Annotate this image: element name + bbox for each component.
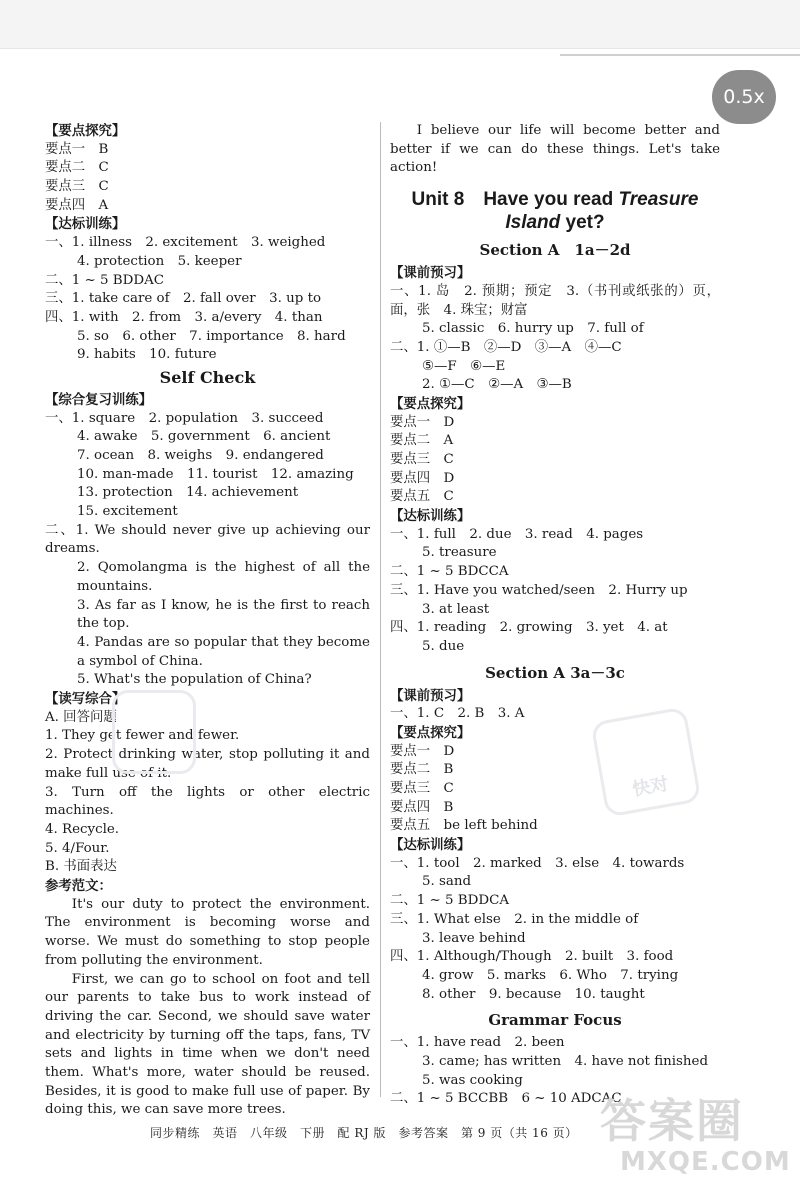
answer-line: 要点二 B xyxy=(390,762,454,778)
page-footer: 同步精练 英语 八年级 下册 配 RJ 版 参考答案 第 9 页（共 16 页） xyxy=(150,1126,578,1140)
subsection-label: B. 书面表达 xyxy=(45,859,117,875)
section-heading: 【课前预习】 xyxy=(390,265,471,282)
right-column xyxy=(390,122,720,1109)
answer-line: 二、1 ~ 5 BDCCA xyxy=(390,564,509,580)
answer-sentence: 3. As far as I know, he is the first to reach the top. xyxy=(77,597,370,632)
essay-paragraph: It's our duty to protect the environment. The environment is becoming worse and worse. We must do something to stop people from polluting the environment. xyxy=(45,896,370,968)
left-column xyxy=(45,122,370,1120)
section-title: Section A 3a－3c xyxy=(485,663,625,682)
answer-line: 二、1 ~ 5 BDDAC xyxy=(45,272,165,288)
answer-line: 5. was cooking xyxy=(422,1072,523,1088)
answer-line: 二、1 ~ 5 BDDCA xyxy=(390,893,510,909)
answer-sentence: 4. Recycle. xyxy=(45,821,120,837)
answer-line: 要点二 C xyxy=(45,160,109,176)
answer-line: 要点三 C xyxy=(390,781,454,797)
answer-line: 四、1. reading 2. growing 3. yet 4. at xyxy=(390,620,668,636)
section-heading: 【达标训练】 xyxy=(390,508,471,525)
answer-line: 13. protection 14. achievement xyxy=(77,485,299,501)
answer-line: 要点一 B xyxy=(45,141,109,157)
answer-sentence: 二、1. We should never give up achieving our dreams. xyxy=(45,522,370,557)
unit-title-italic: Treasure xyxy=(618,189,699,211)
answer-line: 2. ①—C ②—A ③—B xyxy=(422,377,572,393)
essay-paragraph: I believe our life will become better and better if we can do these things. Let's take action! xyxy=(390,123,720,176)
section-heading: 【达标训练】 xyxy=(390,837,471,854)
answer-line: 一、1. square 2. population 3. succeed xyxy=(45,410,324,426)
unit-title xyxy=(390,188,720,234)
answer-line: 5. classic 6. hurry up 7. full of xyxy=(422,321,644,337)
essay-heading: 参考范文： xyxy=(45,878,112,895)
answer-line: 3. at least xyxy=(422,601,490,617)
answer-line: 三、1. take care of 2. fall over 3. up to xyxy=(45,291,322,307)
answer-line: 5. treasure xyxy=(422,545,497,561)
watermark-brand xyxy=(600,1085,791,1177)
section-heading: 【要点探究】 xyxy=(390,395,471,412)
answer-line: 一、1. have read 2. been xyxy=(390,1035,565,1051)
answer-line: 一、1. full 2. due 3. read 4. pages xyxy=(390,526,644,542)
answer-line: 要点一 D xyxy=(390,743,455,759)
answer-line: 要点五 be left behind xyxy=(390,818,538,834)
subsection-label: A. 回答问题 xyxy=(45,709,117,725)
unit-title-text: yet? xyxy=(560,212,605,234)
answer-line: 3. leave behind xyxy=(422,930,526,946)
answer-line: 三、1. What else 2. in the middle of xyxy=(390,911,639,927)
answer-line: 一、1. tool 2. marked 3. else 4. towards xyxy=(390,855,685,871)
answer-line: 4. protection 5. keeper xyxy=(77,253,242,269)
answer-line: 要点三 C xyxy=(390,452,454,468)
answer-line: 一、1. illness 2. excitement 3. weighed xyxy=(45,235,326,251)
self-check-title: Self Check xyxy=(159,367,256,387)
answer-line: 要点一 D xyxy=(390,414,455,430)
answer-line: 4. awake 5. government 6. ancient xyxy=(77,429,331,445)
section-heading: 【读写综合】 xyxy=(45,691,126,708)
watermark-brand-en: MXQE.COM xyxy=(620,1147,791,1177)
answer-line: 四、1. Although/Though 2. built 3. food xyxy=(390,949,674,965)
column-divider xyxy=(380,122,381,1097)
section-heading: 【要点探究】 xyxy=(45,123,126,139)
answer-line: 要点二 A xyxy=(390,433,454,449)
watermark-stamp: 快对 xyxy=(590,706,701,817)
answer-line: 8. other 9. because 10. taught xyxy=(422,986,645,1002)
answer-sentence: 3. Turn off the lights or other electric machines. xyxy=(45,784,370,819)
top-bar xyxy=(0,0,800,49)
playback-speed-button[interactable]: 0.5x xyxy=(712,70,776,124)
answer-sentence: 2. Qomolangma is the highest of all the mountains. xyxy=(77,560,370,594)
answer-line: 四、1. with 2. from 3. a/every 4. than xyxy=(45,309,323,325)
answer-line: 要点四 B xyxy=(390,799,454,815)
answer-line: 15. excitement xyxy=(77,504,178,520)
answer-sentence: 5. 4/Four. xyxy=(45,840,110,856)
answer-line: 要点四 A xyxy=(45,197,109,213)
watermark-stamp xyxy=(112,690,196,774)
section-heading: 【课前预习】 xyxy=(390,687,471,704)
section-title: Section A 1a－2d xyxy=(479,241,631,260)
section-heading: 【达标训练】 xyxy=(45,216,126,233)
unit-title-italic: Island xyxy=(505,212,561,234)
answer-line: 要点三 C xyxy=(45,179,109,195)
answer-line: 要点五 C xyxy=(390,489,454,505)
header-rule xyxy=(560,54,800,56)
answer-line: 一、1. C 2. B 3. A xyxy=(390,706,525,722)
answer-sentence: 4. Pandas are so popular that they become a symbol of China. xyxy=(77,634,370,669)
section-heading: 【要点探究】 xyxy=(390,724,471,741)
unit-title-text: Unit 8 Have you read xyxy=(411,189,619,211)
answer-line: 5. sand xyxy=(422,874,472,890)
answer-line: 二、1 ~ 5 BCCBB 6 ~ 10 ADCAC xyxy=(390,1091,622,1107)
answer-line: 5. so 6. other 7. importance 8. hard xyxy=(77,328,346,344)
answer-line: 要点四 D xyxy=(390,470,455,486)
answer-line: 9. habits 10. future xyxy=(77,347,217,363)
answer-line: 三、1. Have you watched/seen 2. Hurry up xyxy=(390,582,688,598)
answer-line: 3. came; has written 4. have not finished xyxy=(422,1053,709,1069)
answer-line: 7. ocean 8. weighs 9. endangered xyxy=(77,448,324,463)
answer-line: ⑤—F ⑥—E xyxy=(422,358,506,374)
grammar-focus-title: Grammar Focus xyxy=(488,1011,622,1030)
essay-paragraph: First, we can go to school on foot and tell our parents to take bus to work instead of driving the car. Second, we should save water and electricity by turning off the taps, fans, TV sets and lights in time when we don't need them. What's more, water should be reused. Besides, it is good to make full use of paper. By doing this, we can save more trees. xyxy=(45,971,370,1118)
watermark-brand-cn: 答案圈 xyxy=(600,1094,744,1148)
answer-sentence: 一、1. 岛 2. 预期；预定 3.（书刊或纸张的）页，面，张 4. 珠宝；财富 xyxy=(390,283,720,318)
answer-sentence: 1. They get fewer and fewer. xyxy=(45,728,240,744)
answer-line: 4. grow 5. marks 6. Who 7. trying xyxy=(422,967,679,983)
answer-line: 10. man-made 11. tourist 12. amazing xyxy=(77,466,354,482)
answer-sentence: 2. Protect drinking water, stop polluting it and make full use of it. xyxy=(45,747,370,781)
answer-line: 5. due xyxy=(422,638,465,654)
answer-line: 二、1. ①—B ②—D ③—A ④—C xyxy=(390,339,622,355)
section-heading: 【综合复习训练】 xyxy=(45,391,153,408)
answer-sentence: 5. What's the population of China? xyxy=(77,672,312,688)
